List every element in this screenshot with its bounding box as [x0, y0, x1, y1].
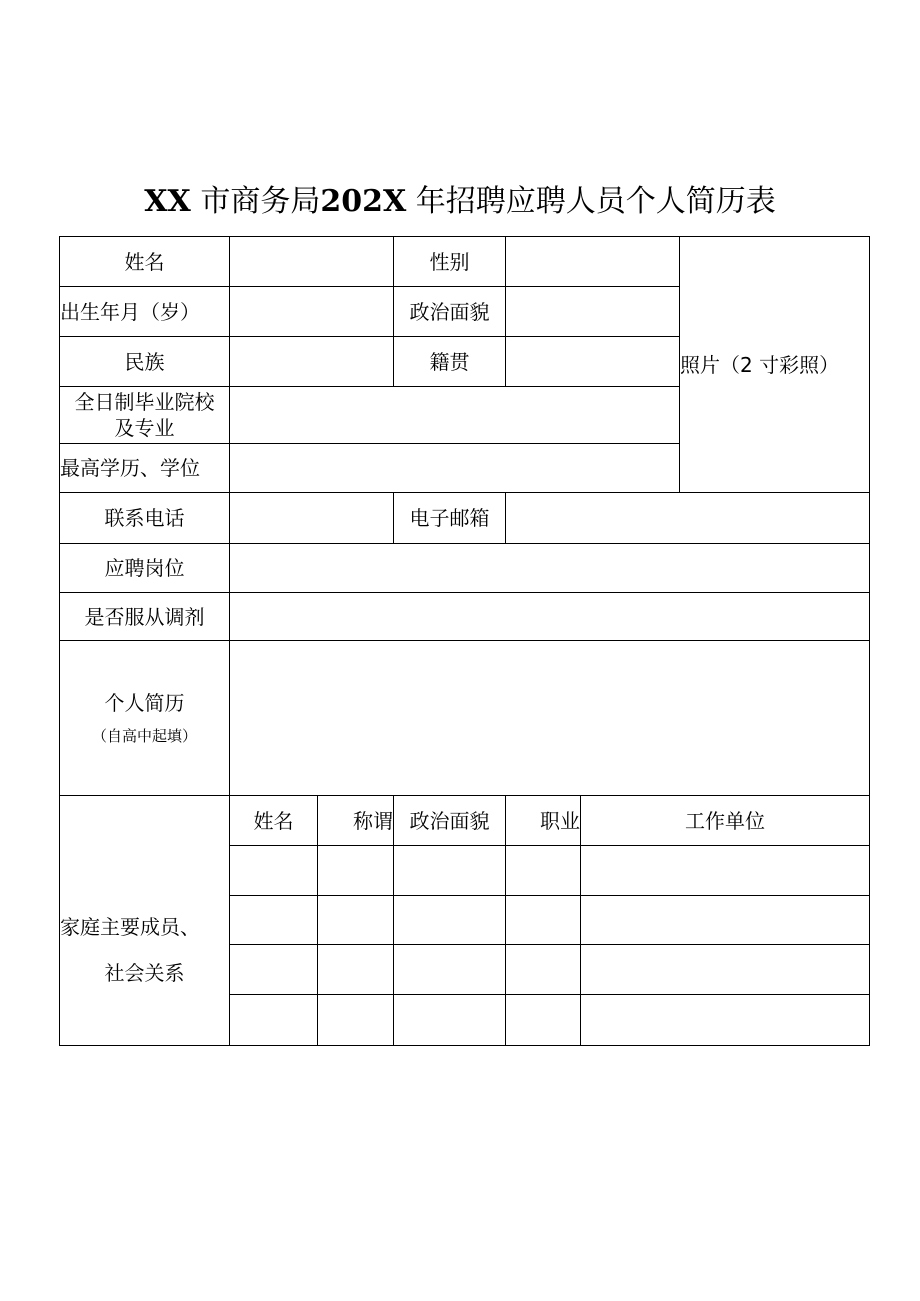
native-place-field[interactable]	[506, 337, 679, 386]
family-row-2-occupation[interactable]	[506, 896, 580, 944]
label-degree: 最高学历、学位	[60, 456, 200, 480]
table-border-right	[869, 236, 870, 1046]
name-field[interactable]	[230, 237, 393, 286]
title-mid: 市商务局	[200, 184, 321, 219]
label-family-line2: 社会关系	[104, 960, 185, 985]
family-row-3-name[interactable]	[230, 945, 317, 994]
family-row-1-name[interactable]	[230, 846, 317, 895]
family-col-relation: 称谓	[353, 808, 393, 833]
title-prefix: XX	[144, 184, 191, 219]
photo-label: 照片（2 寸彩照）	[680, 352, 840, 377]
family-col-name: 姓名	[253, 808, 294, 833]
family-row-4-occupation[interactable]	[506, 995, 580, 1045]
label-resume	[60, 641, 229, 795]
ethnicity-field[interactable]	[230, 337, 393, 386]
title-suffix: 年招聘应聘人员个人简历表	[415, 184, 776, 219]
email-field[interactable]	[506, 493, 869, 543]
position-field[interactable]	[230, 544, 869, 592]
family-row-3-relation[interactable]	[318, 945, 393, 994]
label-school-line2: 及专业	[114, 416, 175, 440]
label-gender: 性别	[429, 249, 470, 274]
family-row-2-political[interactable]	[394, 896, 505, 944]
label-resume-title: 个人简历	[104, 691, 185, 715]
family-row-3-political[interactable]	[394, 945, 505, 994]
label-school-line1: 全日制毕业院校	[74, 390, 215, 414]
photo-box[interactable]	[680, 237, 869, 492]
family-row-3-workplace[interactable]	[581, 945, 869, 994]
family-col-occupation: 职业	[540, 808, 580, 833]
family-row-1-workplace[interactable]	[581, 846, 869, 895]
family-row-2-workplace[interactable]	[581, 896, 869, 944]
label-phone: 联系电话	[104, 506, 185, 530]
family-row-4-workplace[interactable]	[581, 995, 869, 1045]
family-row-1-relation[interactable]	[318, 846, 393, 895]
family-row-2-name[interactable]	[230, 896, 317, 944]
family-row-1-political[interactable]	[394, 846, 505, 895]
label-birth: 出生年月（岁）	[60, 299, 200, 324]
label-adjust: 是否服从调剂	[84, 604, 205, 629]
degree-field[interactable]	[230, 444, 679, 492]
political-field[interactable]	[506, 287, 679, 336]
resume-field[interactable]	[230, 641, 869, 795]
table-border-bottom	[59, 1045, 870, 1046]
label-ethnicity: 民族	[124, 349, 165, 374]
family-row-4-name[interactable]	[230, 995, 317, 1045]
birth-field[interactable]	[230, 287, 393, 336]
label-email: 电子邮箱	[409, 506, 490, 530]
label-position: 应聘岗位	[104, 556, 185, 580]
label-name: 姓名	[124, 249, 165, 274]
family-row-1-occupation[interactable]	[506, 846, 580, 895]
family-row-3-occupation[interactable]	[506, 945, 580, 994]
family-col-political: 政治面貌	[409, 808, 490, 833]
family-col-workplace: 工作单位	[685, 808, 765, 833]
family-row-2-relation[interactable]	[318, 896, 393, 944]
gender-field[interactable]	[506, 237, 679, 286]
label-political: 政治面貌	[409, 299, 490, 324]
label-resume-note: （自高中起填）	[91, 727, 197, 745]
adjust-field[interactable]	[230, 593, 869, 640]
family-row-4-relation[interactable]	[318, 995, 393, 1045]
title-year: 202X	[320, 184, 407, 219]
label-family-line1: 家庭主要成员、	[60, 914, 200, 939]
label-family	[60, 796, 229, 1045]
school-field[interactable]	[230, 387, 679, 443]
label-native-place: 籍贯	[429, 349, 470, 374]
family-row-4-political[interactable]	[394, 995, 505, 1045]
phone-field[interactable]	[230, 493, 393, 543]
label-school	[60, 387, 229, 443]
